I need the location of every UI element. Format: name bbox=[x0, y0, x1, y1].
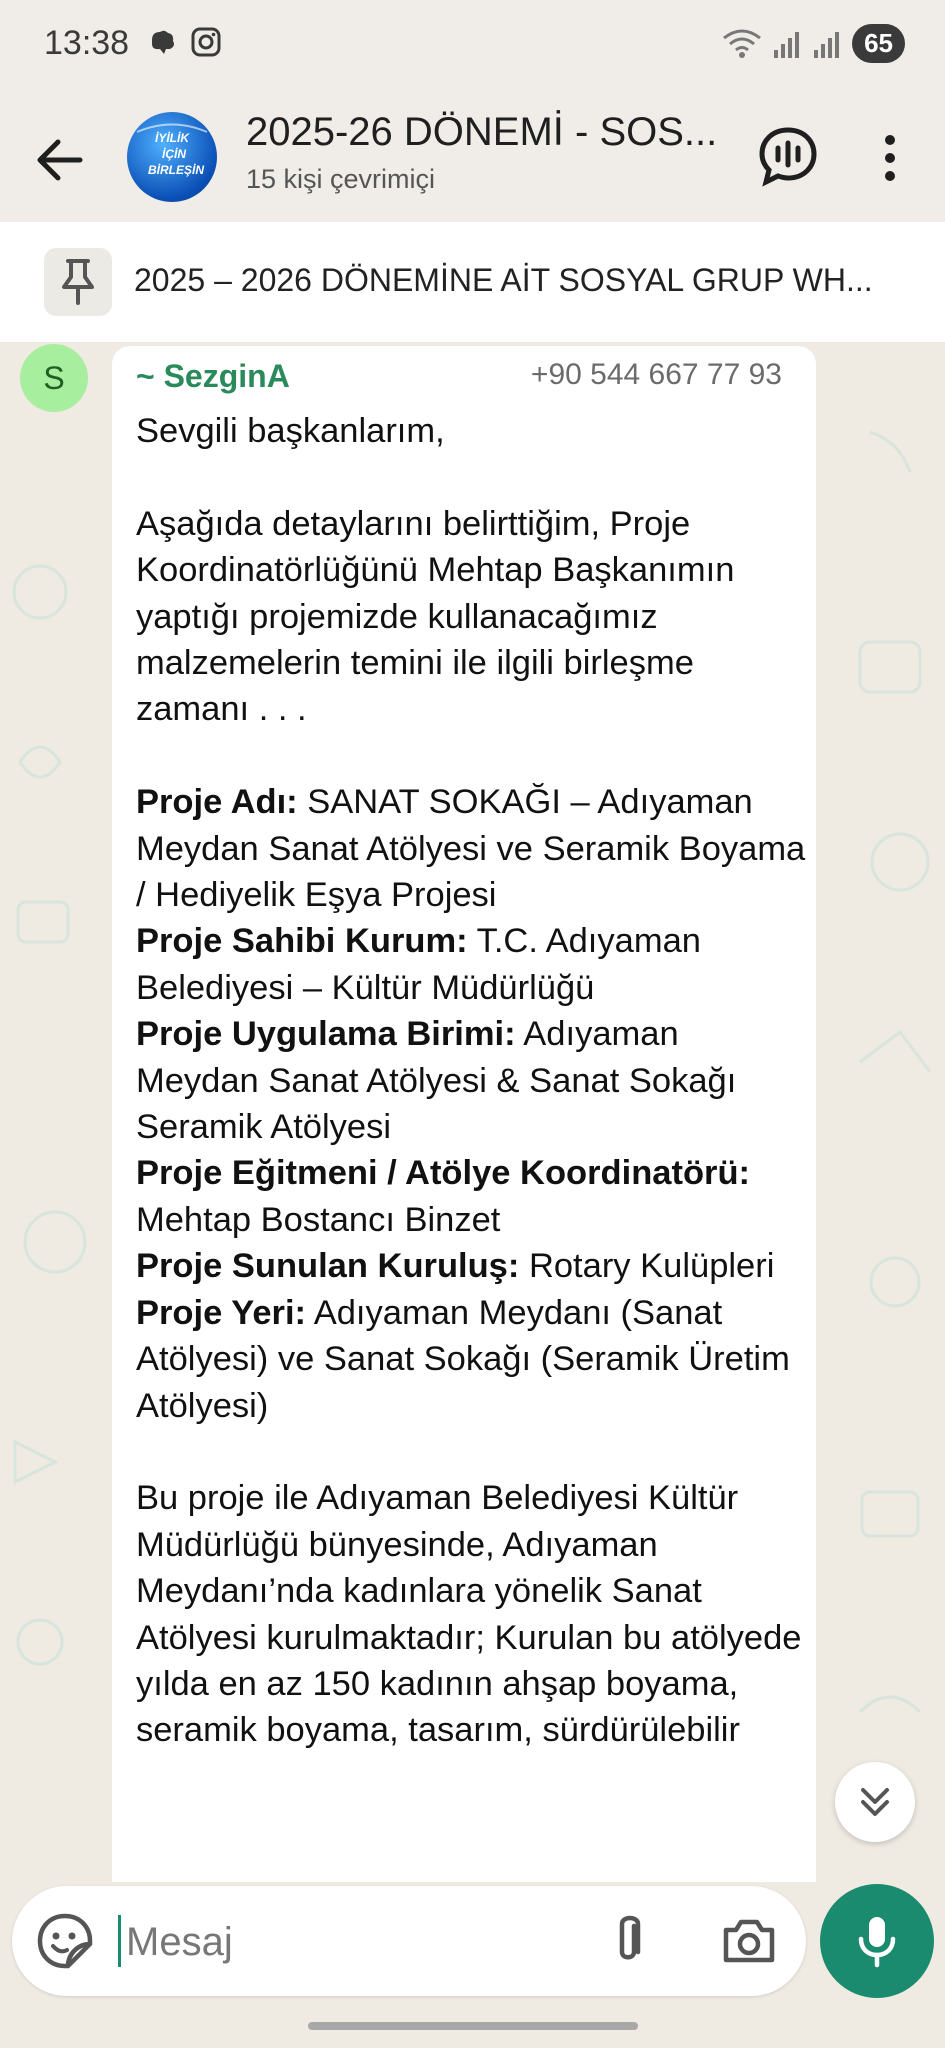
project-field bbox=[136, 779, 806, 918]
field-label: Proje Adı: bbox=[136, 783, 298, 822]
wifi-icon bbox=[722, 28, 762, 60]
sender-avatar[interactable]: S bbox=[20, 344, 88, 412]
attachment-paperclip-icon[interactable] bbox=[600, 1912, 656, 1970]
field-label: Proje Uygulama Birimi: bbox=[136, 1015, 516, 1054]
group-avatar[interactable] bbox=[127, 112, 217, 202]
field-value: Adıyaman Meydanı (Sanat Atölyesi) ve Sanat Sokağı (Seramik Üretim Atölyesi) bbox=[136, 1293, 790, 1425]
field-label: Proje Sunulan Kuruluş: bbox=[136, 1247, 520, 1286]
microphone-icon bbox=[852, 1913, 902, 1969]
message-bubble[interactable] bbox=[112, 346, 816, 1882]
field-label: Proje Eğitmeni / Atölye Koordinatörü: bbox=[136, 1154, 751, 1193]
home-indicator[interactable] bbox=[308, 2022, 638, 2030]
sender-name[interactable]: ~ SezginA bbox=[136, 358, 290, 394]
pin-icon bbox=[44, 248, 112, 316]
field-value: T.C. Adıyaman Belediyesi – Kültür Müdürlüğü bbox=[136, 922, 701, 1007]
more-options-icon[interactable] bbox=[870, 128, 910, 188]
field-value: Mehtap Bostancı Binzet bbox=[136, 1200, 501, 1239]
pinned-message-text: 2025 – 2026 DÖNEMİNE AİT SOSYAL GRUP WH... bbox=[134, 262, 873, 298]
field-label: Proje Yeri: bbox=[136, 1293, 307, 1332]
signal-icon-2 bbox=[812, 28, 842, 60]
message-text bbox=[136, 408, 806, 1754]
field-value: Adıyaman Meydan Sanat Atölyesi & Sanat Sokağı Seramik Atölyesi bbox=[136, 1015, 737, 1147]
field-value: SANAT SOKAĞI – Adıyaman Meydan Sanat Atölyesi ve Seramik Boyama / Hediyelik Eşya Projesi bbox=[136, 783, 806, 915]
svg-text:İÇİN: İÇİN bbox=[162, 147, 186, 161]
double-chevron-down-icon bbox=[855, 1782, 895, 1822]
pinned-message-bar[interactable] bbox=[0, 222, 945, 343]
battery-indicator: 65 bbox=[852, 24, 905, 63]
status-bar bbox=[0, 0, 945, 92]
message-intro: Aşağıda detaylarını belirttiğim, Proje Koordinatörlüğünü Mehtap Başkanımın yaptığı projemizde kullanacağımız malzemelerin temini ile ilgili birleşme zamanı . . . bbox=[136, 504, 735, 729]
message-body: Bu proje ile Adıyaman Belediyesi Kültür Müdürlüğü bünyesinde, Adıyaman Meydanı’nda kadınlara yönelik Sanat Atölyesi kurulmaktadır; Kurulan bu atölyede yılda en az 150 kadının ahşap boyama, seramik boyama, tasarım, sürdürülebilir bbox=[136, 1479, 802, 1750]
status-time: 13:38 bbox=[44, 24, 130, 62]
voice-record-button[interactable] bbox=[820, 1884, 934, 1998]
scroll-to-bottom-button[interactable] bbox=[835, 1762, 915, 1842]
project-field bbox=[136, 1243, 806, 1289]
project-field bbox=[136, 1290, 806, 1429]
message-input[interactable] bbox=[124, 1908, 598, 1976]
sticker-emoji-icon[interactable] bbox=[36, 1912, 94, 1970]
signal-icon bbox=[772, 28, 802, 60]
group-logo bbox=[127, 112, 217, 202]
online-count: 15 kişi çevrimiçi bbox=[246, 164, 436, 194]
project-field bbox=[136, 1011, 806, 1150]
field-value: Rotary Kulüpleri bbox=[519, 1247, 775, 1286]
group-title[interactable]: 2025-26 DÖNEMİ - SOS... bbox=[246, 110, 718, 154]
instagram-icon bbox=[190, 26, 222, 58]
text-caret bbox=[118, 1915, 121, 1967]
chat-area[interactable] bbox=[0, 342, 945, 1882]
app-notification-icon bbox=[146, 26, 178, 58]
back-arrow-icon[interactable] bbox=[30, 130, 90, 190]
chat-header bbox=[0, 92, 945, 222]
svg-text:BİRLEŞİN: BİRLEŞİN bbox=[147, 163, 205, 177]
sender-phone[interactable]: +90 544 667 77 93 bbox=[530, 358, 782, 391]
camera-icon[interactable] bbox=[720, 1914, 778, 1968]
svg-text:İYİLİK: İYİLİK bbox=[154, 131, 190, 145]
project-field bbox=[136, 918, 806, 1011]
project-field bbox=[136, 1150, 806, 1243]
message-composer bbox=[12, 1886, 806, 1996]
voice-chat-icon[interactable] bbox=[756, 124, 820, 188]
field-label: Proje Sahibi Kurum: bbox=[136, 922, 468, 961]
message-greeting: Sevgili başkanlarım, bbox=[136, 412, 445, 450]
